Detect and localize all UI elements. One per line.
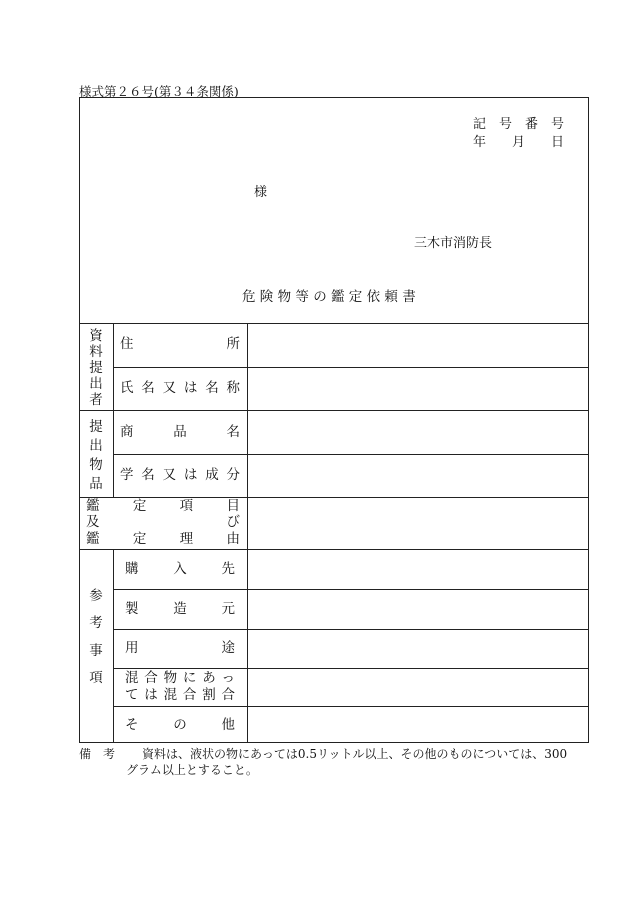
row-label-other: そ の 他 [125,717,235,733]
row-label-appraisal-line2: 及 び [86,514,240,530]
label-column-line [247,323,248,743]
table-top-line [79,323,589,324]
group-label-reference: 参 考 事 項 [89,588,103,687]
notes-line1: 資料は、液状の物にあっては0.5リットル以上、その他のものについては、300 [142,747,568,761]
date-label: 年 月 日 [473,135,565,150]
row-label-usage: 用 途 [125,640,235,656]
row-label-chemical-name: 学 名 又 は 成 分 [120,467,240,483]
form-number: 様式第２６号(第３４条関係) [79,84,239,99]
row-label-address: 住 所 [120,336,240,352]
row-divider [113,454,589,455]
row-label-name: 氏 名 又 は 名 称 [120,380,240,396]
addressee-suffix: 様 [254,185,268,200]
row-divider [113,629,589,630]
row-divider [79,549,589,550]
document-title: 危険物等の鑑定依頼書 [242,289,420,305]
row-divider [79,497,589,498]
group-column-line [113,549,114,743]
row-label-purchased-from: 購 入 先 [125,561,235,577]
group-label-submitter: 資 料 提 出 者 [89,328,103,408]
group-label-items: 提 出 物 品 [89,419,103,493]
notes-line2: グラム以上とすること。 [126,763,258,777]
row-label-mixture-line2: て は 混 合 割 合 [125,687,235,703]
row-divider [79,410,589,411]
row-divider [113,589,589,590]
row-label-manufacturer: 製 造 元 [125,601,235,617]
group-column-line [113,323,114,497]
row-divider [113,706,589,707]
row-label-appraisal-line3: 鑑 定 理 由 [86,531,240,547]
row-label-product-name: 商 品 名 [120,424,240,440]
issuer-name: 三木市消防長 [414,236,493,251]
row-label-mixture-line1: 混 合 物 に あ っ [125,670,235,686]
row-label-appraisal-line1: 鑑 定 項 目 [86,498,240,514]
notes-label: 備 考 [79,747,116,761]
row-divider [113,668,589,669]
row-divider [113,367,589,368]
record-number-label: 記 号 番 号 [473,117,565,132]
